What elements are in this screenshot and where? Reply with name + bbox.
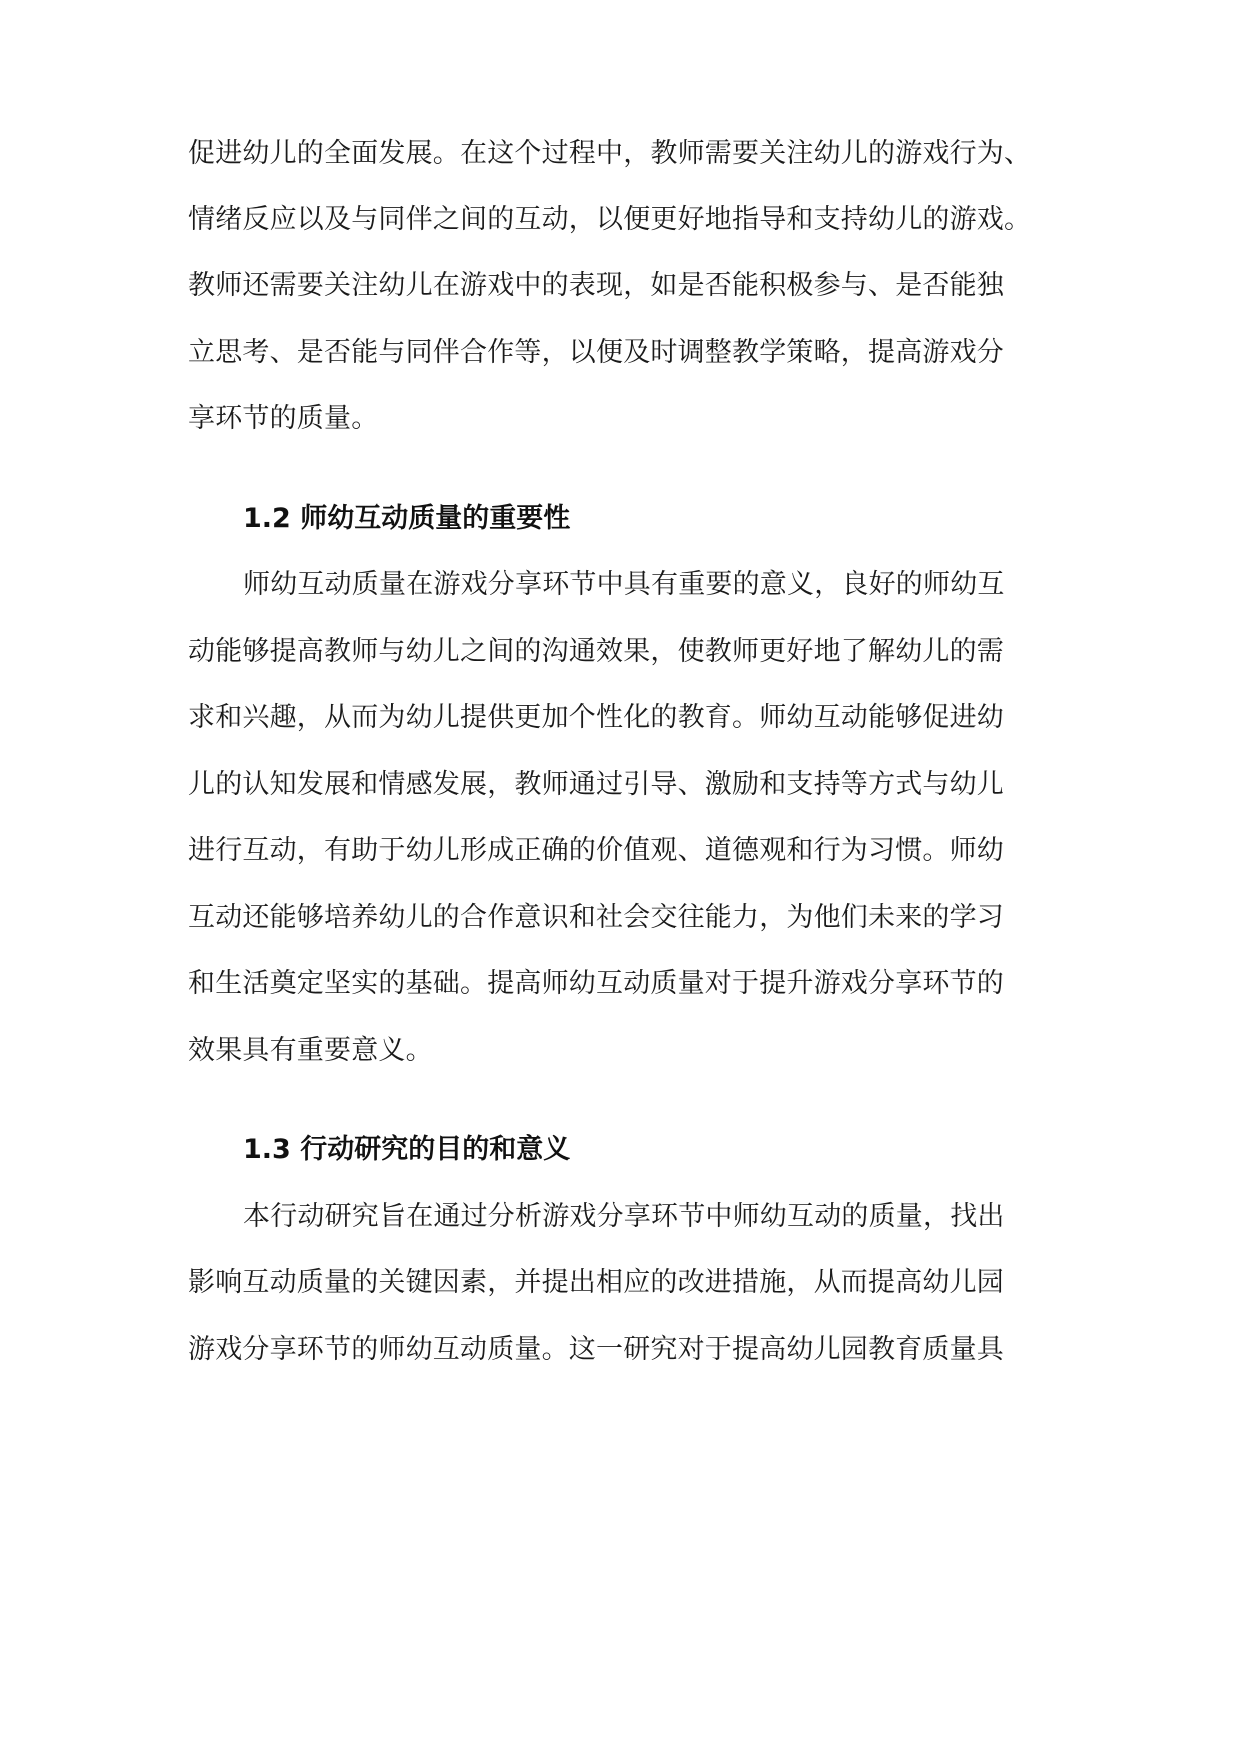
paragraph-line: 求和兴趣，从而为幼儿提供更加个性化的教育。师幼互动能够促进幼 [188, 702, 1004, 733]
section-heading: 1.2 师幼互动质量的重要性 [243, 503, 571, 534]
paragraph-line: 立思考、是否能与同伴合作等，以便及时调整教学策略，提高游戏分 [188, 337, 1004, 368]
paragraph-line: 动能够提高教师与幼儿之间的沟通效果，使教师更好地了解幼儿的需 [188, 636, 1004, 667]
paragraph-line: 游戏分享环节的师幼互动质量。这一研究对于提高幼儿园教育质量具 [188, 1334, 1004, 1365]
paragraph-line: 情绪反应以及与同伴之间的互动，以便更好地指导和支持幼儿的游戏。 [188, 204, 1032, 235]
paragraph-line: 效果具有重要意义。 [188, 1035, 433, 1066]
paragraph-line: 和生活奠定坚实的基础。提高师幼互动质量对于提升游戏分享环节的 [188, 968, 1004, 999]
paragraph-line: 互动还能够培养幼儿的合作意识和社会交往能力，为他们未来的学习 [188, 902, 1004, 933]
paragraph-line: 师幼互动质量在游戏分享环节中具有重要的意义，良好的师幼互 [243, 569, 1005, 600]
paragraph-line: 进行互动，有助于幼儿形成正确的价值观、道德观和行为习惯。师幼 [188, 835, 1004, 866]
paragraph-line: 影响互动质量的关键因素，并提出相应的改进措施，从而提高幼儿园 [188, 1267, 1004, 1298]
paragraph-line: 享环节的质量。 [188, 403, 379, 434]
paragraph-line: 儿的认知发展和情感发展，教师通过引导、激励和支持等方式与幼儿 [188, 769, 1004, 800]
section-heading: 1.3 行动研究的目的和意义 [243, 1134, 571, 1165]
paragraph-line: 教师还需要关注幼儿在游戏中的表现，如是否能积极参与、是否能独 [188, 270, 1004, 301]
paragraph-line: 促进幼儿的全面发展。在这个过程中，教师需要关注幼儿的游戏行为、 [188, 138, 1032, 169]
paragraph-line: 本行动研究旨在通过分析游戏分享环节中师幼互动的质量，找出 [243, 1201, 1005, 1232]
